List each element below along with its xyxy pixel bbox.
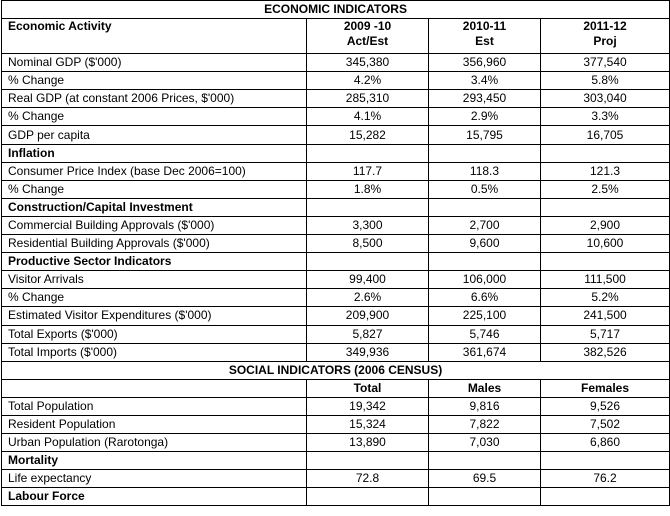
row-label: % Change bbox=[2, 289, 307, 307]
value-cell: 15,324 bbox=[307, 415, 429, 433]
value-cell bbox=[307, 144, 429, 162]
row-label: GDP per capita bbox=[2, 126, 307, 144]
social-title: SOCIAL INDICATORS (2006 CENSUS) bbox=[2, 361, 670, 379]
table-row bbox=[2, 235, 670, 253]
table-row bbox=[2, 470, 670, 488]
value-cell: 5,827 bbox=[307, 325, 429, 343]
value-cell: 349,936 bbox=[307, 343, 429, 361]
table-row bbox=[2, 397, 670, 415]
value-cell: 2.9% bbox=[429, 108, 541, 126]
year-header-1: 2009 -10 Act/Est bbox=[307, 19, 429, 54]
value-cell: 8,500 bbox=[307, 235, 429, 253]
value-cell: 5,717 bbox=[541, 325, 670, 343]
value-cell bbox=[307, 452, 429, 470]
value-cell: 293,450 bbox=[429, 90, 541, 108]
value-cell bbox=[541, 452, 670, 470]
row-label: % Change bbox=[2, 180, 307, 198]
value-cell: 106,000 bbox=[429, 271, 541, 289]
row-label: Commercial Building Approvals ($'000) bbox=[2, 216, 307, 234]
value-cell bbox=[429, 144, 541, 162]
value-cell: 19,342 bbox=[307, 397, 429, 415]
value-cell: 345,380 bbox=[307, 54, 429, 72]
social-column-header: Females bbox=[541, 379, 670, 397]
value-cell bbox=[429, 253, 541, 271]
value-cell: 7,822 bbox=[429, 415, 541, 433]
table-row bbox=[2, 415, 670, 433]
section-heading: Productive Sector Indicators bbox=[2, 253, 307, 271]
indicators-table bbox=[1, 0, 670, 506]
value-cell: 5.8% bbox=[541, 72, 670, 90]
section-row bbox=[2, 144, 670, 162]
row-label: Urban Population (Rarotonga) bbox=[2, 434, 307, 452]
section-row bbox=[2, 253, 670, 271]
value-cell: 15,282 bbox=[307, 126, 429, 144]
row-label: Resident Population bbox=[2, 415, 307, 433]
table-row bbox=[2, 180, 670, 198]
value-cell: 9,600 bbox=[429, 235, 541, 253]
value-cell: 117.7 bbox=[307, 162, 429, 180]
table-row bbox=[2, 54, 670, 72]
value-cell bbox=[307, 198, 429, 216]
row-label: Total Imports ($'000) bbox=[2, 343, 307, 361]
economic-activity-header: Economic Activity bbox=[2, 19, 307, 54]
table-row bbox=[2, 289, 670, 307]
economic-header-row bbox=[2, 19, 670, 54]
table-row bbox=[2, 108, 670, 126]
value-cell: 2.5% bbox=[541, 180, 670, 198]
row-label: % Change bbox=[2, 72, 307, 90]
value-cell: 4.2% bbox=[307, 72, 429, 90]
row-label: Estimated Visitor Expenditures ($'000) bbox=[2, 307, 307, 325]
section-row bbox=[2, 198, 670, 216]
value-cell bbox=[541, 144, 670, 162]
social-column-header: Males bbox=[429, 379, 541, 397]
table-row bbox=[2, 162, 670, 180]
economic-title: ECONOMIC INDICATORS bbox=[2, 1, 670, 19]
table-row bbox=[2, 216, 670, 234]
social-title-row bbox=[2, 361, 670, 379]
section-heading: Inflation bbox=[2, 144, 307, 162]
value-cell: 121.3 bbox=[541, 162, 670, 180]
value-cell: 285,310 bbox=[307, 90, 429, 108]
value-cell: 382,526 bbox=[541, 343, 670, 361]
value-cell: 6.6% bbox=[429, 289, 541, 307]
value-cell bbox=[307, 488, 429, 506]
economic-title-row bbox=[2, 1, 670, 19]
value-cell: 3.4% bbox=[429, 72, 541, 90]
value-cell: 3,300 bbox=[307, 216, 429, 234]
value-cell: 209,900 bbox=[307, 307, 429, 325]
value-cell: 9,816 bbox=[429, 397, 541, 415]
table-row bbox=[2, 271, 670, 289]
row-label: Residential Building Approvals ($'000) bbox=[2, 235, 307, 253]
value-cell: 13,890 bbox=[307, 434, 429, 452]
value-cell: 4.1% bbox=[307, 108, 429, 126]
row-label: Visitor Arrivals bbox=[2, 271, 307, 289]
value-cell: 3.3% bbox=[541, 108, 670, 126]
value-cell: 2,700 bbox=[429, 216, 541, 234]
value-cell: 111,500 bbox=[541, 271, 670, 289]
value-cell: 377,540 bbox=[541, 54, 670, 72]
year-header-2: 2010-11 Est bbox=[429, 19, 541, 54]
value-cell: 76.2 bbox=[541, 470, 670, 488]
value-cell: 15,795 bbox=[429, 126, 541, 144]
social-header-blank bbox=[2, 379, 307, 397]
value-cell: 5.2% bbox=[541, 289, 670, 307]
value-cell: 356,960 bbox=[429, 54, 541, 72]
value-cell: 16,705 bbox=[541, 126, 670, 144]
row-label: Real GDP (at constant 2006 Prices, $'000) bbox=[2, 90, 307, 108]
value-cell: 2.6% bbox=[307, 289, 429, 307]
value-cell: 99,400 bbox=[307, 271, 429, 289]
value-cell: 361,674 bbox=[429, 343, 541, 361]
value-cell bbox=[429, 488, 541, 506]
year-header-3: 2011-12 Proj bbox=[541, 19, 670, 54]
social-header-row bbox=[2, 379, 670, 397]
section-heading: Mortality bbox=[2, 452, 307, 470]
row-label: Total Exports ($'000) bbox=[2, 325, 307, 343]
table-row bbox=[2, 90, 670, 108]
value-cell bbox=[541, 198, 670, 216]
section-row bbox=[2, 488, 670, 506]
row-label: Life expectancy bbox=[2, 470, 307, 488]
value-cell bbox=[541, 253, 670, 271]
value-cell: 72.8 bbox=[307, 470, 429, 488]
table-row bbox=[2, 307, 670, 325]
value-cell: 9,526 bbox=[541, 397, 670, 415]
table-row bbox=[2, 325, 670, 343]
value-cell bbox=[429, 452, 541, 470]
value-cell: 2,900 bbox=[541, 216, 670, 234]
value-cell bbox=[541, 488, 670, 506]
section-heading: Labour Force bbox=[2, 488, 307, 506]
table-row bbox=[2, 343, 670, 361]
value-cell: 241,500 bbox=[541, 307, 670, 325]
table-row bbox=[2, 434, 670, 452]
value-cell bbox=[429, 198, 541, 216]
row-label: Total Population bbox=[2, 397, 307, 415]
section-heading: Construction/Capital Investment bbox=[2, 198, 307, 216]
value-cell: 10,600 bbox=[541, 235, 670, 253]
value-cell: 7,030 bbox=[429, 434, 541, 452]
value-cell: 225,100 bbox=[429, 307, 541, 325]
value-cell: 7,502 bbox=[541, 415, 670, 433]
value-cell: 69.5 bbox=[429, 470, 541, 488]
value-cell: 118.3 bbox=[429, 162, 541, 180]
row-label: Nominal GDP ($'000) bbox=[2, 54, 307, 72]
value-cell: 1.8% bbox=[307, 180, 429, 198]
value-cell bbox=[307, 253, 429, 271]
row-label: Consumer Price Index (base Dec 2006=100) bbox=[2, 162, 307, 180]
value-cell: 303,040 bbox=[541, 90, 670, 108]
social-column-header: Total bbox=[307, 379, 429, 397]
value-cell: 0.5% bbox=[429, 180, 541, 198]
section-row bbox=[2, 452, 670, 470]
value-cell: 6,860 bbox=[541, 434, 670, 452]
row-label: % Change bbox=[2, 108, 307, 126]
table-row bbox=[2, 72, 670, 90]
value-cell: 5,746 bbox=[429, 325, 541, 343]
table-row bbox=[2, 126, 670, 144]
